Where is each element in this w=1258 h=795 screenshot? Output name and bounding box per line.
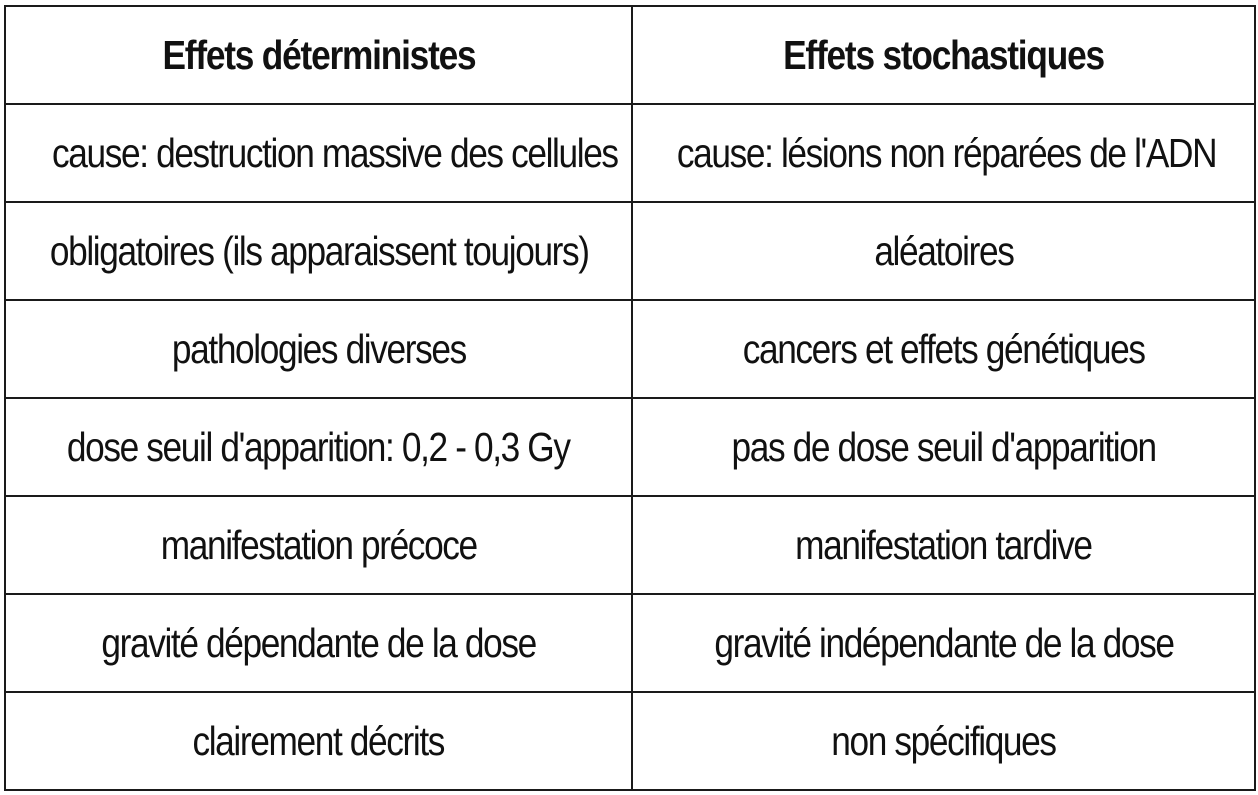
header-deterministic-label: Effets déterministes [162, 31, 475, 78]
cell-text: cause: destruction massive des cellules [52, 129, 618, 176]
cell-deterministic [5, 398, 632, 496]
table-row [5, 398, 1255, 496]
table-row [5, 300, 1255, 398]
cell-stochastic [632, 594, 1255, 692]
table-row [5, 202, 1255, 300]
header-stochastic-label: Effets stochastiques [783, 31, 1104, 78]
cell-deterministic [5, 104, 632, 202]
cell-stochastic [632, 692, 1255, 790]
cell-deterministic [5, 692, 632, 790]
cell-text: cancers et effets génétiques [742, 325, 1145, 372]
header-deterministic [5, 6, 632, 104]
cell-text: non spécifiques [831, 717, 1056, 764]
cell-text: gravité indépendante de la dose [713, 619, 1174, 666]
table-row [5, 692, 1255, 790]
cell-deterministic [5, 496, 632, 594]
cell-text: aléatoires [873, 227, 1014, 274]
cell-stochastic [632, 202, 1255, 300]
table-row [5, 594, 1255, 692]
cell-stochastic [632, 398, 1255, 496]
cell-text: clairement décrits [192, 717, 445, 764]
cell-stochastic [632, 496, 1255, 594]
cell-text: dose seuil d'apparition: 0,2 - 0,3 Gy [67, 423, 570, 470]
table-row [5, 104, 1255, 202]
cell-text: manifestation précoce [160, 521, 477, 568]
table-row [5, 496, 1255, 594]
cell-text: obligatoires (ils apparaissent toujours) [49, 227, 589, 274]
cell-deterministic [5, 594, 632, 692]
cell-text: cause: lésions non réparées de l'ADN [676, 129, 1217, 176]
header-stochastic [632, 6, 1255, 104]
cell-text: pas de dose seuil d'apparition [731, 423, 1156, 470]
cell-text: gravité dépendante de la dose [101, 619, 536, 666]
cell-text: manifestation tardive [795, 521, 1092, 568]
cell-stochastic [632, 104, 1255, 202]
cell-deterministic [5, 202, 632, 300]
cell-deterministic [5, 300, 632, 398]
header-row [5, 6, 1255, 104]
comparison-table [4, 5, 1256, 791]
cell-stochastic [632, 300, 1255, 398]
cell-text: pathologies diverses [171, 325, 466, 372]
